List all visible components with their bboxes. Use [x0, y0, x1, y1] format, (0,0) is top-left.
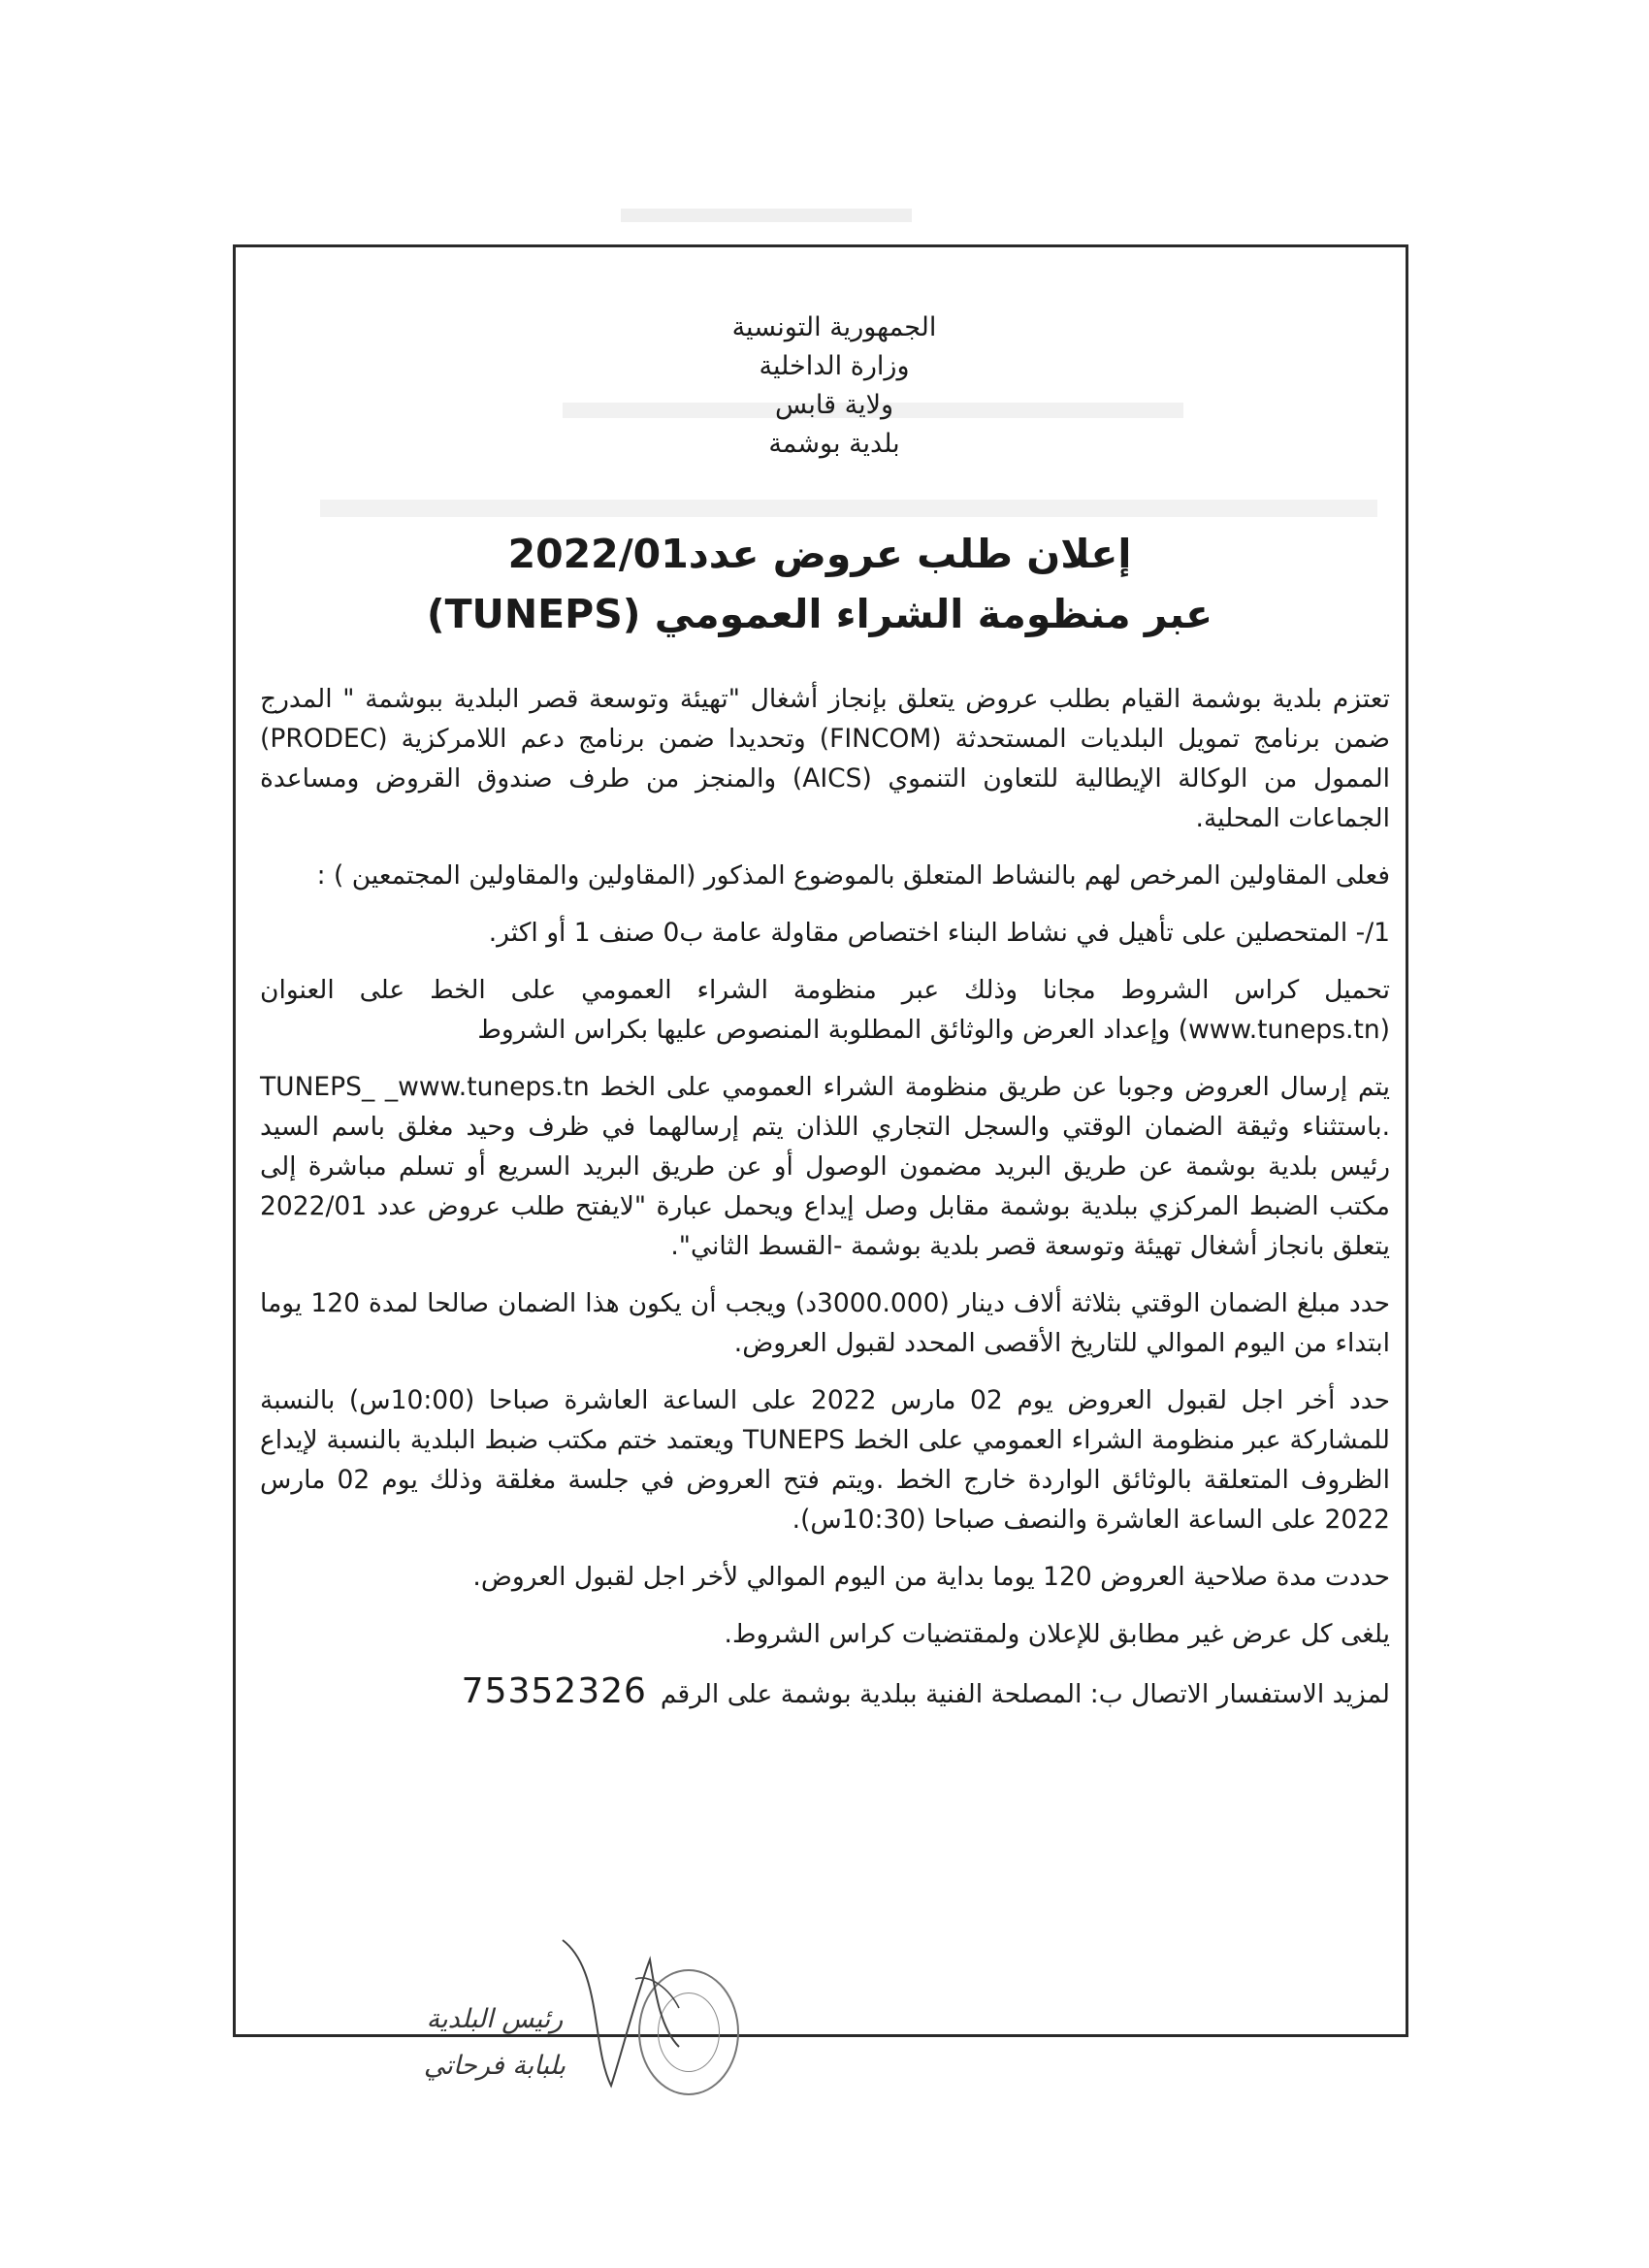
signature-name: بلبابة فرحاتي: [423, 2051, 566, 2081]
title-line-1: إعلان طلب عروض عدد2022/01: [507, 531, 1132, 577]
header-ministry: وزارة الداخلية: [759, 351, 910, 381]
announcement-body: [260, 679, 1390, 1732]
paragraph-submission: يتم إرسال العروض وجوبا عن طريق منظومة الشراء العمومي على الخط TUNEPS_ _www.tuneps.tn .باستثناء وثيقة الضمان الوقتي والسجل التجاري اللذان يتم إرسالهما في ظرف وحيد مغلق باسم السيد رئيس بلدية بوشمة عن طريق البريد مضمون الوصول أو عن طريق البريد السريع أو تسلم مباشرة إلى مكتب الضبط المركزي ببلدية بوشمة مقابل وصل إيداع ويحمل عبارة "لايفتح طلب عروض عدد 2022/01 يتعلق بانجاز أشغال تهيئة وتوسعة قصر بلدية بوشمة -القسط الثاني".: [260, 1072, 1390, 1261]
paragraph-rejection: يلغى كل عرض غير مطابق للإعلان ولمقتضيات كراس الشروط.: [724, 1619, 1390, 1649]
paragraph-intro: تعتزم بلدية بوشمة القيام بطلب عروض يتعلق بإنجاز أشغال "تهيئة وتوسعة قصر البلدية ببوشمة " المدرج ضمن برنامج تمويل البلديات المستحدثة (FINCOM) وتحديدا ضمن برنامج دعم اللامركزية (PRODEC) الممول من الوكالة الإيطالية للتعاون التنموي (AICS) والمنجز من طرف صندوق القروض ومساعدة الجماعات المحلية.: [260, 684, 1391, 833]
announcement-title: [369, 524, 1271, 644]
signature-block: [398, 1996, 592, 2090]
contact-text: لمزيد الاستفسار الاتصال ب: المصلحة الفنية ببلدية بوشمة على الرقم: [660, 1679, 1390, 1709]
header-governorate: ولاية قابس: [774, 390, 894, 420]
bleed-through-decoration: [621, 209, 912, 222]
header-municipality: بلدية بوشمة: [768, 429, 900, 459]
header-country: الجمهورية التونسية: [731, 312, 937, 342]
paragraph-validity: حددت مدة صلاحية العروض 120 يوما بداية من اليوم الموالي لأخر اجل لقبول العروض.: [472, 1562, 1390, 1592]
contact-phone: 75352326: [461, 1671, 647, 1711]
paragraph-guarantee: حدد مبلغ الضمان الوقتي بثلاثة ألاف دينار (3000.000د) ويجب أن يكون هذا الضمان صالحا لمدة 120 يوما ابتداء من اليوم الموالي للتاريخ الأقصى المحدد لقبول العروض.: [260, 1288, 1390, 1358]
title-line-2: عبر منظومة الشراء العمومي (TUNEPS): [426, 591, 1213, 637]
paragraph-qualification: 1/- المتحصلين على تأهيل في نشاط البناء اختصاص مقاولة عامة ب0 صنف 1 أو اكثر.: [488, 918, 1390, 948]
paragraph-download: تحميل كراس الشروط مجانا وذلك عبر منظومة الشراء العمومي على الخط على العنوان (www.tuneps.tn) وإعداد العرض والوثائق المطلوبة المنصوص عليها بكراس الشروط: [260, 975, 1390, 1045]
signature-title: رئيس البلدية: [426, 2004, 564, 2034]
paragraph-eligibility: فعلى المقاولين المرخص لهم بالنشاط المتعلق بالموضوع المذكور (المقاولين والمقاولين المجتمعين ) :: [316, 860, 1390, 891]
contact-line: [260, 1671, 1390, 1714]
letterhead: [679, 308, 989, 464]
paragraph-deadline: حدد أخر اجل لقبول العروض يوم 02 مارس 2022 على الساعة العاشرة صباحا (10:00س) بالنسبة للمشاركة عبر منظومة الشراء العمومي على الخط TUNEPS ويعتمد ختم مكتب ضبط البلدية بالنسبة لإيداع الظروف المتعلقة بالوثائق الواردة خارج الخط .ويتم فتح العروض في جلسة مغلقة وذلك يوم 02 مارس 2022 على الساعة العاشرة والنصف صباحا (10:30س).: [260, 1385, 1390, 1535]
